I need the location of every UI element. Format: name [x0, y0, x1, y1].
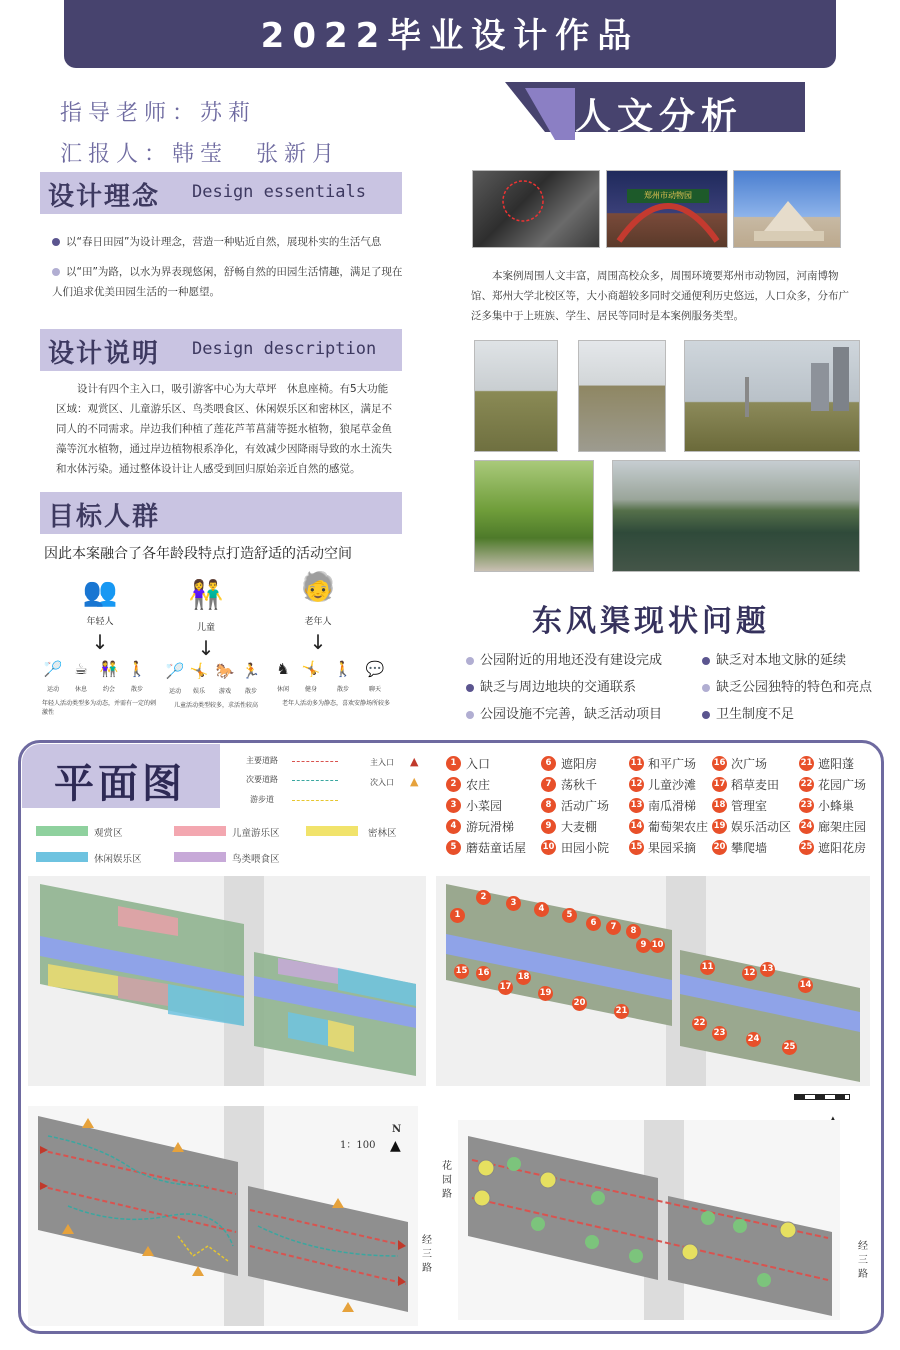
site-photo [474, 340, 558, 452]
site-photo [612, 460, 860, 572]
map-number-badge: 4 [534, 902, 549, 917]
jingsan-road-label: 经三路 [422, 1235, 432, 1274]
legend-item-label: 大麦棚 [561, 820, 598, 834]
site-photo [578, 340, 666, 452]
number-badge: 7 [541, 777, 556, 792]
map-number-badge: 18 [516, 970, 531, 985]
number-badge: 8 [541, 798, 556, 813]
site-photo [684, 340, 860, 452]
zone-label: 鸟类喂食区 [232, 854, 280, 865]
group-note: 年轻人活动类型多为动态，并需有一定的刺激性 [42, 700, 157, 716]
legend-footpath: 游步道 [250, 795, 274, 804]
design-concept-header [40, 172, 402, 214]
map-number-badge: 16 [476, 966, 491, 981]
group-label: 儿童 [196, 623, 215, 633]
children-icon: 👫 [188, 578, 224, 611]
map-number-badge: 15 [454, 964, 469, 979]
legend-secondary-road-line [292, 780, 338, 781]
design-description-text: 设计有四个主入口，吸引游客中心为大草坪 休息座椅。有5大功能区域：观赏区、儿童游乐区、鸟类喂食区、休闲娱乐区和密林区，满足不同人的不同需求。岸边我们种植了莲花芦苇菖蒲等挺水植物，狼尾草金鱼藻等沉水植物，通过岸边植物根系净化，有效减少因降雨导致的水土流失和水体污染。通过整体设计让人感受到回归原始亲近自然的感觉。 [56, 383, 392, 475]
legend-item-label: 稻草麦田 [731, 778, 780, 792]
problem-item: 缺乏对本地文脉的延续 [702, 649, 846, 668]
zone-swatch [36, 826, 88, 836]
legend-secondary-entrance: 次入口 [370, 778, 394, 787]
legend-item-label: 和平广场 [648, 757, 697, 771]
aerial-map-photo [472, 170, 600, 248]
circulation-map [28, 1106, 432, 1326]
map-number-badge: 2 [476, 890, 491, 905]
group-note: 老年人活动多为静态，喜欢安静场所较多 [282, 700, 391, 707]
number-badge: 6 [541, 756, 556, 771]
nodes-drawing [458, 1120, 840, 1320]
legend-footpath-line [292, 800, 338, 801]
concept-bullet: 以“春日田园”为设计理念，营造一种贴近自然，展现朴实的生活气息 [52, 232, 412, 252]
zone-label: 观赏区 [94, 828, 123, 839]
section-title-zh: 目标人群 [48, 502, 161, 532]
legend-main-road-line [292, 761, 338, 762]
legend-main-road: 主要道路 [246, 756, 278, 765]
coffee-icon: ☕ [74, 660, 88, 678]
number-badge: 10 [541, 840, 556, 855]
legend-item-label: 南瓜滑梯 [648, 799, 697, 813]
arrow-down-icon: ↓ [91, 630, 109, 654]
section-title-zh: 设计理念 [48, 182, 161, 212]
map-number-badge: 17 [498, 980, 513, 995]
number-badge: 20 [712, 840, 727, 855]
scale-bar [794, 1094, 850, 1100]
legend-item-label: 遮阳蓬 [818, 757, 855, 771]
plan-title: 平面图 [54, 761, 186, 807]
map-number-badge: 7 [606, 920, 621, 935]
map-number-badge: 9 [636, 938, 651, 953]
section-title-en: Design description [192, 339, 377, 359]
legend-item-label: 儿童沙滩 [648, 778, 697, 792]
legend-item-label: 攀爬墙 [731, 841, 768, 855]
page-title: 2022毕业设计作品 [260, 16, 640, 56]
zoo-gate-photo [606, 170, 728, 248]
map-number-badge: 1 [450, 908, 465, 923]
walk-icon: 🏃 [241, 662, 261, 680]
number-badge: 3 [446, 798, 461, 813]
problem-item: 公园设施不完善，缺乏活动项目 [466, 703, 662, 722]
legend-item-label: 入口 [466, 757, 491, 771]
legend-item-label: 蘑菇童话屋 [466, 841, 527, 855]
map-number-badge: 11 [700, 960, 715, 975]
numbered-plan-map [436, 876, 870, 1086]
number-badge: 4 [446, 819, 461, 834]
number-badge: 22 [799, 777, 814, 792]
zone-label: 密林区 [368, 828, 397, 839]
number-badge: 2 [446, 777, 461, 792]
bullet-dot-icon [702, 711, 710, 719]
bullet-dot-icon [702, 684, 710, 692]
number-badge: 15 [629, 840, 644, 855]
zone-swatch [174, 852, 226, 862]
zone-swatch [174, 826, 226, 836]
huayuan-road-label: 花园路 [442, 1161, 452, 1200]
chat-icon: 💬 [365, 660, 385, 678]
target-group-header [40, 492, 402, 534]
humanities-title: 人文分析 [575, 96, 744, 137]
group-note: 儿童活动类型较多，求活性较高 [174, 702, 259, 709]
reporter-credit: 汇报人：韩莹 张新月 [60, 142, 341, 167]
number-badge: 13 [629, 798, 644, 813]
legend-main-entrance: 主入口 [370, 758, 394, 767]
bullet-dot-icon [466, 657, 474, 665]
bullet-dot-icon [702, 657, 710, 665]
arrow-down-icon: ↓ [309, 630, 327, 654]
legend-item-label: 娱乐活动区 [731, 820, 792, 834]
zoning-map-drawing [28, 876, 426, 1086]
number-badge: 25 [799, 840, 814, 855]
map-number-badge: 14 [798, 978, 813, 993]
walk-icon: 🚶 [127, 660, 147, 678]
north-label: N [392, 1124, 402, 1135]
map-number-badge: 24 [746, 1032, 761, 1047]
legend-item-label: 花园广场 [818, 778, 867, 792]
map-number-badge: 22 [692, 1016, 707, 1031]
map-number-badge: 12 [742, 966, 757, 981]
arrow-down-icon: ↓ [197, 636, 215, 660]
map-number-badge: 5 [562, 908, 577, 923]
number-badge: 23 [799, 798, 814, 813]
number-badge: 11 [629, 756, 644, 771]
number-badge: 1 [446, 756, 461, 771]
legend-item-label: 活动广场 [561, 799, 610, 813]
legend-item-label: 廊架庄园 [818, 820, 867, 834]
map-number-badge: 20 [572, 996, 587, 1011]
problem-item: 卫生制度不足 [702, 703, 794, 722]
jingsan-road-label: 经三路 [858, 1241, 868, 1280]
zoo-gate-sign: 郑州市动物园 [627, 189, 709, 203]
legend-item-label: 次广场 [731, 757, 768, 771]
bullet-dot-icon [466, 684, 474, 692]
advisor-credit: 指导老师：苏莉 [60, 101, 257, 126]
zoning-map [28, 876, 426, 1086]
legend-item-label: 荡秋千 [561, 778, 598, 792]
sport-icon: 🏸 [165, 662, 185, 680]
legend-secondary-road: 次要道路 [246, 775, 278, 784]
map-number-badge: 10 [650, 938, 665, 953]
section-title-zh: 设计说明 [48, 339, 161, 369]
chess-icon: ♞ [276, 660, 290, 678]
fitness-icon: 🤸 [301, 660, 321, 678]
sport-icon: 🏸 [43, 660, 63, 678]
number-badge: 16 [712, 756, 727, 771]
bullet-dot-icon [466, 711, 474, 719]
number-badge: 21 [799, 756, 814, 771]
couple-icon: 👫 [99, 660, 119, 678]
legend-item-label: 田园小院 [561, 841, 610, 855]
number-badge: 18 [712, 798, 727, 813]
scale-label: 1：100 [340, 1140, 376, 1151]
map-number-badge: 25 [782, 1040, 797, 1055]
legend-item-label: 小菜园 [466, 799, 503, 813]
design-description-header [40, 329, 402, 371]
zone-label: 儿童游乐区 [232, 828, 280, 839]
zone-label: 休闲娱乐区 [94, 854, 142, 865]
group-label: 老年人 [304, 617, 332, 627]
secondary-entrance-triangle-icon: ▲ [410, 775, 419, 788]
north-arrow-icon: ▲ [390, 1138, 401, 1154]
number-badge: 17 [712, 777, 727, 792]
elderly-icon: 🧓 [300, 570, 336, 603]
bullet-dot-icon [52, 238, 60, 246]
legend-item-label: 葡萄架农庄 [648, 820, 709, 834]
humanities-text: 本案例周围人文丰富，周围高校众多，周围环境要郑州市动物园，河南博物馆、郑州大学北校区等，大小商超较多同时交通便利历史悠远，人口众多，分布广泛多集中于上班族、学生、居民等同时是本案例服务类型。 [471, 270, 849, 322]
number-badge: 9 [541, 819, 556, 834]
target-group-subtitle: 因此本案融合了各年龄段特点打造舒适的活动空间 [44, 546, 352, 562]
number-badge: 19 [712, 819, 727, 834]
nodes-map [458, 1120, 840, 1320]
number-badge: 5 [446, 840, 461, 855]
map-number-badge: 8 [626, 924, 641, 939]
play-icon: 🤸 [189, 662, 209, 680]
map-number-badge: 3 [506, 896, 521, 911]
map-number-badge: 21 [614, 1004, 629, 1019]
group-label: 年轻人 [86, 617, 114, 627]
number-badge: 12 [629, 777, 644, 792]
legend-item-label: 果园采摘 [648, 841, 697, 855]
legend-item-label: 遮阳花房 [818, 841, 867, 855]
section-title-en: Design essentials [192, 182, 366, 202]
legend-item-label: 遮阳房 [561, 757, 598, 771]
problem-item: 缺乏公园独特的特色和亮点 [702, 676, 872, 695]
problem-item: 缺乏与周边地块的交通联系 [466, 676, 636, 695]
map-number-badge: 19 [538, 986, 553, 1001]
zone-swatch [306, 826, 358, 836]
problems-title: 东风渠现状问题 [532, 604, 770, 639]
site-photo [474, 460, 594, 572]
legend-item-label: 小蜂巢 [818, 799, 855, 813]
problem-item: 公园附近的用地还没有建设完成 [466, 649, 662, 668]
legend-item-label: 农庄 [466, 778, 491, 792]
map-number-badge: 6 [586, 916, 601, 931]
legend-item-label: 游玩滑梯 [466, 820, 515, 834]
map-number-badge: 23 [712, 1026, 727, 1041]
zone-swatch [36, 852, 88, 862]
bullet-dot-icon [52, 268, 60, 276]
main-entrance-triangle-icon: ▲ [410, 755, 419, 768]
concept-bullet: 以“田”为路，以水为界表现悠闲，舒畅自然的田园生活情趣，满足了现在人们追求优美田园生活的一种愿望。 [52, 266, 403, 298]
walk-icon: 🚶 [333, 660, 353, 678]
legend-item-label: 管理室 [731, 799, 768, 813]
museum-photo [733, 170, 841, 248]
game-icon: 🐎 [215, 662, 235, 680]
number-badge: 24 [799, 819, 814, 834]
number-badge: 14 [629, 819, 644, 834]
map-number-badge: 13 [760, 962, 775, 977]
young-people-icon: 👥 [82, 575, 118, 608]
